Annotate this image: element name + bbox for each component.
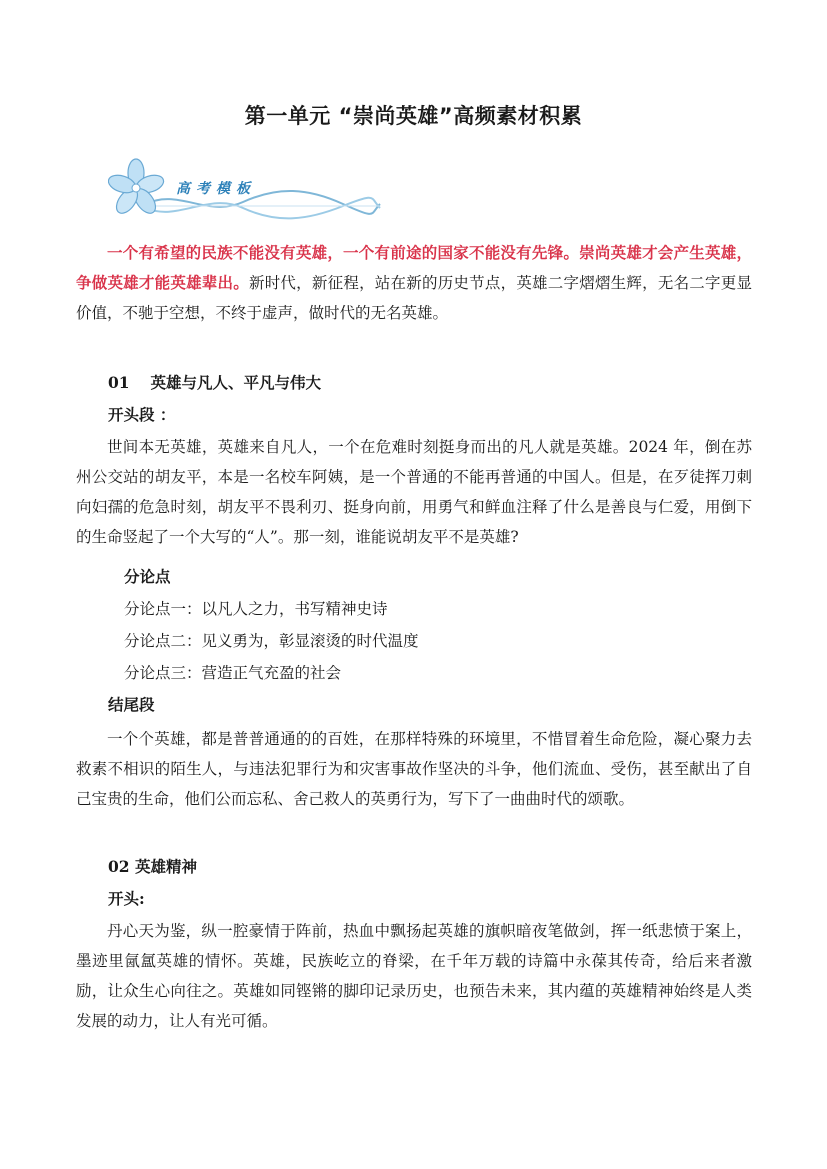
section1-point-2: 分论点二：见义勇为，彰显滚烫的时代温度	[124, 632, 419, 650]
section1-heading: 01 英雄与凡人、平凡与伟大	[108, 373, 321, 392]
flower-icon	[108, 159, 166, 217]
section1-point-3: 分论点三：营造正气充盈的社会	[124, 664, 342, 682]
banner-label: 高考模板	[176, 181, 256, 197]
section1-opening-text: 世间本无英雄，英雄来自凡人，一个在危难时刻挺身而出的凡人就是英雄。2024 年，倒在苏州公交站的胡友平，本是一名校车阿姨，是一个普通的不能再普通的中国人。但是，在歹徒挥刀刺向妇孺的危急时刻，胡友平不畏利刃、挺身向前，用勇气和鲜血注释了什么是善良与仁爱，用倒下的生命竖起了一个大写的“人”。那一刻，谁能说胡友平不是英雄?	[76, 438, 752, 546]
section2-heading: 02 英雄精神	[108, 857, 197, 876]
section-banner	[108, 158, 383, 220]
section1-point-1: 分论点一：以凡人之力，书写精神史诗	[124, 600, 388, 618]
section1-points-label: 分论点	[124, 567, 171, 586]
section2-opening-text: 丹心天为鉴，纵一腔豪情于阵前，热血中飘扬起英雄的旗帜暗夜笔做剑，挥一纸悲愤于案上，墨迹里氤氲英雄的情怀。英雄，民族屹立的脊梁，在千年万载的诗篇中永葆其传奇，给后来者激励，让众生心向往之。英雄如同铿锵的脚印记录历史，也预告未来，其内蕴的英雄精神始终是人类发展的动力，让人有光可循。	[76, 922, 752, 1030]
intro-highlight: 一个有希望的民族不能没有英雄，一个有前途的国家不能没有先锋。崇尚英雄才会产生英雄，争做英雄才能英雄辈出。	[76, 243, 752, 292]
section1-ending-label: 结尾段	[108, 695, 155, 714]
section1-opening-label: 开头段 ：	[108, 405, 176, 424]
intro-paragraph	[76, 238, 752, 328]
page-title: 第一单元 “崇尚英雄”高频素材积累	[244, 104, 583, 128]
section2-opening-label: 开头:	[108, 889, 145, 908]
intro-rest: 新时代，新征程，站在新的历史节点，英雄二字熠熠生辉，无名二字更显价值，不驰于空想，不终于虚声，做时代的无名英雄。	[76, 274, 752, 322]
section1-ending-text: 一个个英雄，都是普普通通的的百姓，在那样特殊的环境里，不惜冒着生命危险，凝心聚力去救素不相识的陌生人，与违法犯罪行为和灾害事故作坚决的斗争，他们流血、受伤，甚至献出了自己宝贵的生命，他们公而忘私、舍己救人的英勇行为，写下了一曲曲时代的颂歌。	[76, 730, 752, 808]
